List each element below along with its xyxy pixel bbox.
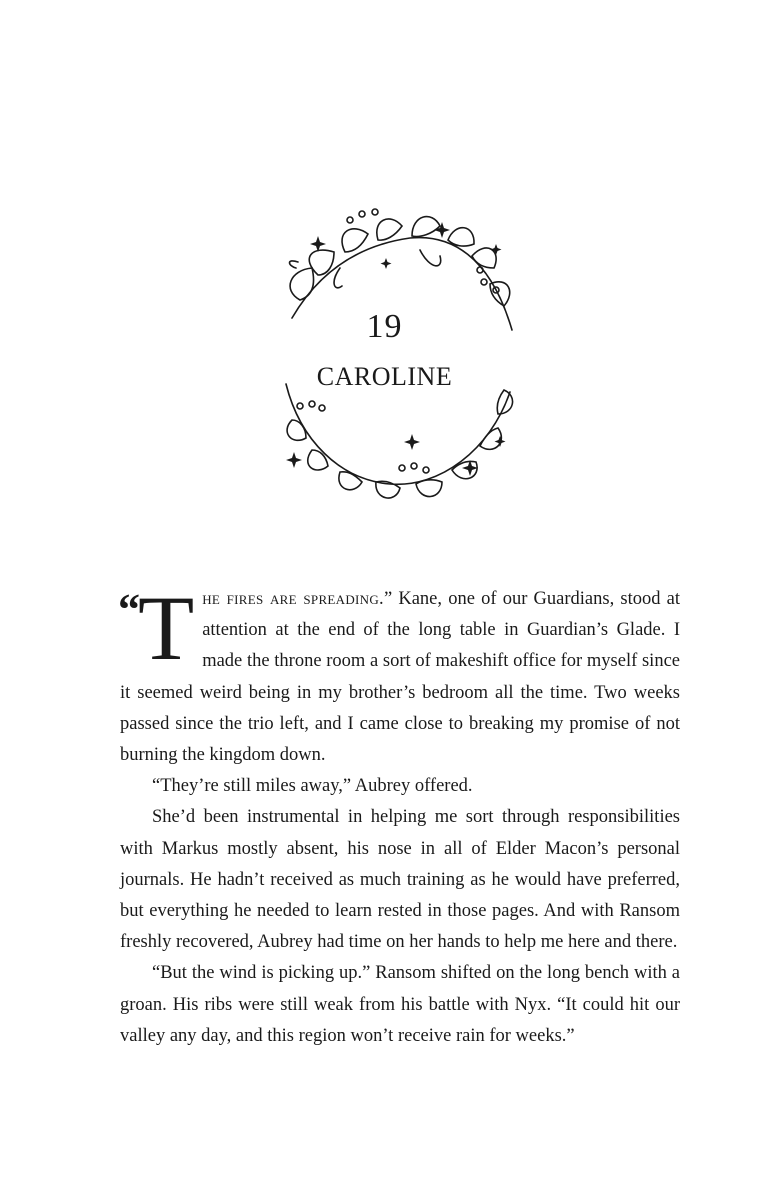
paragraph: “But the wind is picking up.” Ransom shifted on the long bench with a groan. His ribs were still weak from his battle with Nyx. “It could hit our valley any day, and this region won’t receive rain for weeks.” [120, 963, 680, 1046]
chapter-title: CAROLINE [316, 362, 453, 391]
small-caps-lead: he fires are spreading. [202, 589, 384, 609]
chapter-number: 19 [366, 308, 403, 345]
paragraph: “They’re still miles away,” Aubrey offered. [152, 776, 473, 797]
floral-wreath-ornament [0, 0, 769, 560]
opening-quote-mark: “ [118, 585, 136, 634]
drop-cap: T [138, 577, 195, 679]
chapter-body [118, 577, 680, 1052]
opening-paragraph [118, 577, 680, 771]
opening-text: ” Kane, one of our Guardians, stood at attention at the end of the long table in Guardian’s Glade. I made the throne room a sort of makeshift office for myself since it seemed weird being in my brother’s bedroom all the time. Two weeks passed since the trio left, and I came close to breaking my promise of not burning the kingdom down. [120, 589, 680, 766]
paragraph: She’d been instrumental in helping me sort through responsibilities with Markus mostly absent, his nose in all of Elder Macon’s personal journals. He hadn’t received as much training as he would have preferred, but everything he needed to learn rested in those pages. And with Ransom freshly recovered, Aubrey had time on her hands to help me here and there. [120, 807, 680, 953]
